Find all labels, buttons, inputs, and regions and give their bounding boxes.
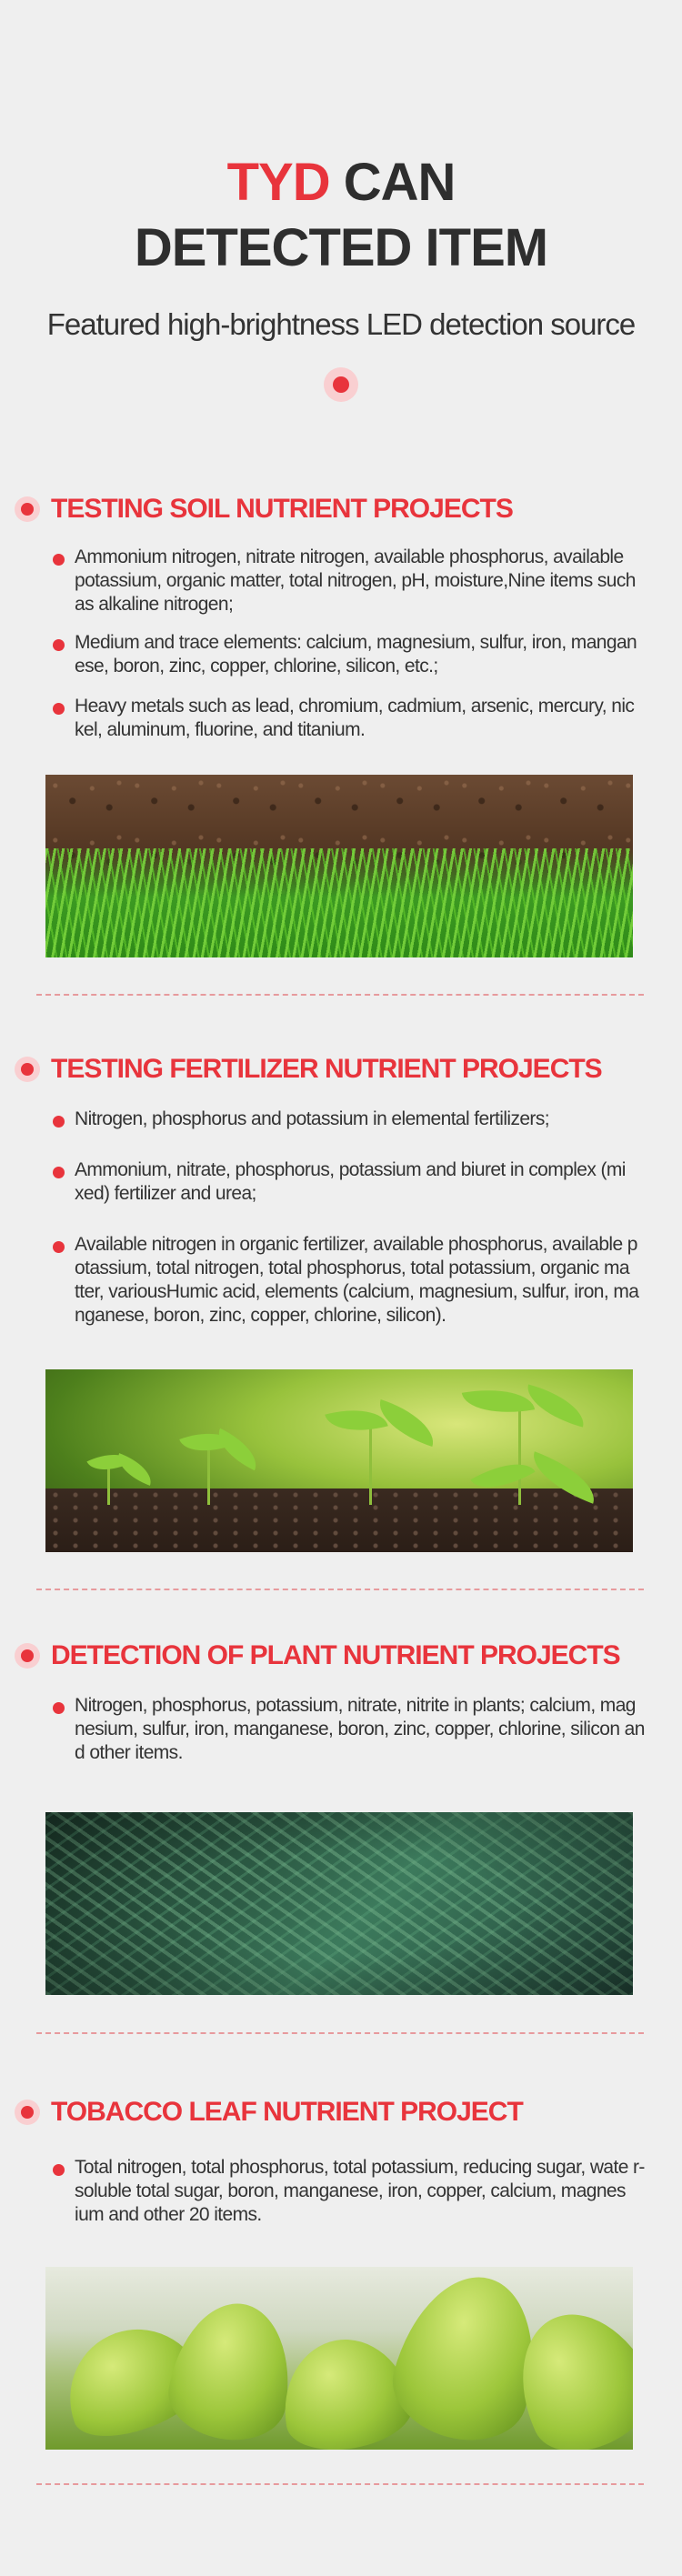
leaf-shape (210, 1428, 265, 1470)
soil-grass-image (45, 775, 633, 957)
leaf-shape (462, 1381, 535, 1422)
page-subtitle: Featured high-brightness LED detection source (46, 307, 636, 341)
image-vignette (45, 1812, 633, 1995)
section-divider (36, 1589, 644, 1590)
section-bullet-icon (15, 1643, 40, 1669)
section-title: TOBACCO LEAF NUTRIENT PROJECT (51, 2097, 523, 2127)
list-item-text: Heavy metals such as lead, chromium, cadmium, arsenic, mercury, nic kel, aluminum, fluorine, and titanium. (75, 696, 635, 740)
section-plant (0, 1638, 682, 2038)
list-item-text: Ammonium nitrogen, nitrate nitrogen, available phosphorus, available potassium, organic matter, total nitrogen, pH, moisture,Nine items such as alkaline nitrogen; (75, 546, 636, 615)
tobacco-leaf-image (45, 2267, 633, 2450)
leaf-shape (162, 2294, 302, 2449)
bullet-icon (53, 703, 65, 715)
section-soil (0, 491, 682, 1000)
sprout-stem (518, 1405, 521, 1505)
page-title-line-2: DETECTED ITEM (134, 218, 548, 277)
list-item (53, 546, 644, 618)
list-item-text: Available nitrogen in organic fertilizer, available phosphorus, available p otassium, total nitrogen, total phosphorus, total potassium, organic ma tter, variousHumic acid, elements (calcium, magnesium, sulfur, iron, ma nganese, boron, zinc, copper, chlorine, silicon). (75, 1234, 639, 1326)
bullet-icon (53, 554, 65, 566)
title-word: CAN (343, 153, 456, 212)
bullet-icon (53, 1241, 65, 1253)
list-item (53, 631, 644, 680)
section-divider (36, 2032, 644, 2034)
hero (0, 0, 682, 427)
list-item-text: Nitrogen, phosphorus, potassium, nitrate, nitrite in plants; calcium, mag nesium, sulfur, iron, manganese, boron, zinc, copper, chlorine, silicon an d other items. (75, 1695, 645, 1763)
section-divider (36, 2483, 644, 2485)
red-dot-icon (324, 367, 358, 402)
list-item-text: Nitrogen, phosphorus and potassium in elemental fertilizers; (75, 1108, 549, 1129)
section-title: TESTING FERTILIZER NUTRIENT PROJECTS (51, 1054, 602, 1084)
section-bullet-icon (15, 496, 40, 522)
brand-name: TYD (226, 153, 330, 212)
list-item (53, 695, 644, 744)
section-bullet-icon (15, 2100, 40, 2125)
list-item (53, 1158, 644, 1208)
sprout-stem (107, 1468, 110, 1505)
bullet-icon (53, 1116, 65, 1128)
seedlings-image (45, 1369, 633, 1552)
page-title-line-1 (0, 153, 682, 213)
section-fertilizer (0, 1051, 682, 1597)
bullet-icon (53, 1167, 65, 1178)
bullet-icon (53, 639, 65, 651)
list-item-text: Total nitrogen, total phosphorus, total potassium, reducing sugar, wate r-soluble total sugar, boron, manganese, iron, copper, calcium, magnes ium and other 20 items. (75, 2157, 645, 2225)
list-item (53, 1108, 644, 1135)
leaf-shape (325, 1399, 388, 1441)
sprout-stem (369, 1428, 372, 1505)
list-item-text: Ammonium, nitrate, phosphorus, potassium and biuret in complex (mi xed) fertilizer and urea; (75, 1159, 626, 1204)
section-tobacco (0, 2094, 682, 2494)
sprout-stem (207, 1450, 210, 1505)
section-divider (36, 994, 644, 996)
list-item (53, 1233, 644, 1331)
bullet-icon (53, 2164, 65, 2176)
fern-image (45, 1812, 633, 1995)
soil-texture (45, 1488, 633, 1552)
grass-texture (45, 848, 633, 957)
section-title: DETECTION OF PLANT NUTRIENT PROJECTS (51, 1640, 620, 1670)
bullet-icon (53, 1702, 65, 1714)
leaf-shape (113, 1453, 157, 1486)
section-title: TESTING SOIL NUTRIENT PROJECTS (51, 494, 513, 524)
section-bullet-icon (15, 1057, 40, 1082)
list-item (53, 2156, 644, 2229)
list-item (53, 1694, 644, 1767)
list-item-text: Medium and trace elements: calcium, magnesium, sulfur, iron, mangan ese, boron, zinc, copper, chlorine, silicon, etc.; (75, 632, 637, 677)
